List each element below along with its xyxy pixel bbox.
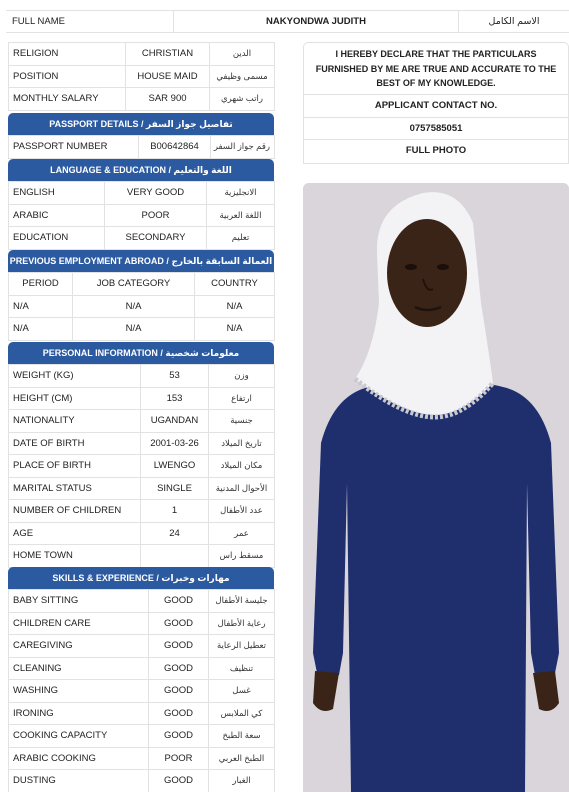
row-value: HOUSE MAID	[126, 65, 210, 88]
employment-table	[8, 272, 275, 341]
row-label: ARABIC COOKING	[9, 747, 149, 770]
row-label-ar: الأحوال المدنية	[209, 477, 275, 500]
row-value: LWENGO	[141, 455, 209, 478]
table-row	[9, 365, 275, 388]
table-row	[9, 318, 275, 341]
row-label-ar: وزن	[209, 365, 275, 388]
table-cell: N/A	[73, 295, 195, 318]
row-label: HEIGHT (CM)	[9, 387, 141, 410]
contact-label: APPLICANT CONTACT NO.	[304, 95, 568, 118]
table-row	[9, 725, 275, 748]
row-label-ar: اللغة العربية	[207, 204, 275, 227]
table-row	[9, 612, 275, 635]
skills-table	[8, 589, 275, 792]
basic-info-table	[8, 42, 275, 111]
column-header: COUNTRY	[195, 273, 275, 296]
table-row	[9, 477, 275, 500]
row-label: MONTHLY SALARY	[9, 88, 126, 111]
row-label: COOKING CAPACITY	[9, 725, 149, 748]
table-row	[9, 747, 275, 770]
row-value: GOOD	[149, 680, 209, 703]
language-section	[8, 159, 274, 250]
row-label: PLACE OF BIRTH	[9, 455, 141, 478]
table-row	[9, 65, 275, 88]
table-row	[9, 500, 275, 523]
table-row	[9, 295, 275, 318]
row-label: ENGLISH	[9, 182, 105, 205]
row-value: GOOD	[149, 635, 209, 658]
table-row	[9, 387, 275, 410]
row-label: RELIGION	[9, 43, 126, 66]
table-row	[9, 522, 275, 545]
row-label: WASHING	[9, 680, 149, 703]
row-label-ar: الغبار	[209, 770, 275, 792]
skills-section	[8, 567, 274, 792]
passport-label-ar: رقم جواز السفر	[211, 136, 275, 159]
row-value: 53	[141, 365, 209, 388]
full-name-label: FULL NAME	[6, 11, 174, 32]
table-cell: N/A	[195, 318, 275, 341]
full-name-value: NAKYONDWA JUDITH	[174, 11, 459, 32]
passport-table	[8, 135, 275, 159]
row-value: 153	[141, 387, 209, 410]
row-value	[141, 545, 209, 568]
employment-header: PREVIOUS EMPLOYMENT ABROAD / العمالة السابقة بالخارج	[8, 250, 274, 272]
table-row	[9, 680, 275, 703]
table-row	[9, 43, 275, 66]
column-header: PERIOD	[9, 273, 73, 296]
declaration-text: I HEREBY DECLARE THAT THE PARTICULARS FURNISHED BY ME ARE TRUE AND ACCURATE TO THE BEST OF MY KNOWLEDGE.	[304, 43, 568, 95]
column-header: JOB CATEGORY	[73, 273, 195, 296]
passport-value: B00642864	[139, 136, 211, 159]
row-label-ar: تعليم	[207, 227, 275, 250]
row-label-ar: سعة الطبخ	[209, 725, 275, 748]
row-label-ar: عدد الأطفال	[209, 500, 275, 523]
row-label: HOME TOWN	[9, 545, 141, 568]
row-value: POOR	[149, 747, 209, 770]
row-label: AGE	[9, 522, 141, 545]
row-label-ar: ارتفاع	[209, 387, 275, 410]
row-value: 24	[141, 522, 209, 545]
row-label: BABY SITTING	[9, 590, 149, 613]
table-row	[9, 204, 275, 227]
row-value: POOR	[105, 204, 207, 227]
table-row	[9, 635, 275, 658]
full-name-row	[6, 10, 569, 33]
applicant-photo-illustration	[303, 183, 569, 792]
row-label: WEIGHT (KG)	[9, 365, 141, 388]
row-label-ar: تاريخ الميلاد	[209, 432, 275, 455]
row-value: GOOD	[149, 590, 209, 613]
row-label: MARITAL STATUS	[9, 477, 141, 500]
declaration-box	[303, 42, 569, 164]
table-row	[9, 182, 275, 205]
row-value: SECONDARY	[105, 227, 207, 250]
row-label-ar: تنظيف	[209, 657, 275, 680]
table-row	[9, 545, 275, 568]
row-label: DATE OF BIRTH	[9, 432, 141, 455]
row-label-ar: الانجليزية	[207, 182, 275, 205]
full-name-label-ar: الاسم الكامل	[488, 16, 540, 27]
table-row	[9, 432, 275, 455]
row-label-ar: رعاية الأطفال	[209, 612, 275, 635]
skills-header: SKILLS & EXPERIENCE / مهارات وخبرات	[8, 567, 274, 589]
table-row	[9, 88, 275, 111]
row-label-ar: راتب شهري	[210, 88, 275, 111]
row-value: SAR 900	[126, 88, 210, 111]
table-header-row	[9, 273, 275, 296]
row-label-ar: مكان الميلاد	[209, 455, 275, 478]
row-value: SINGLE	[141, 477, 209, 500]
row-label: CAREGIVING	[9, 635, 149, 658]
row-label-ar: جليسة الأطفال	[209, 590, 275, 613]
row-label: EDUCATION	[9, 227, 105, 250]
contact-value: 0757585051	[304, 118, 568, 141]
row-value: GOOD	[149, 725, 209, 748]
table-row	[9, 770, 275, 792]
row-value: 2001-03-26	[141, 432, 209, 455]
table-cell: N/A	[73, 318, 195, 341]
row-label-ar: غسل	[209, 680, 275, 703]
employment-section	[8, 250, 274, 341]
row-label: CHILDREN CARE	[9, 612, 149, 635]
row-label: CLEANING	[9, 657, 149, 680]
applicant-photo	[303, 183, 569, 792]
table-cell: N/A	[9, 295, 73, 318]
passport-header: PASSPORT DETAILS / تفاصيل جواز السفر	[8, 113, 274, 135]
personal-header: PERSONAL INFORMATION / معلومات شخصية	[8, 342, 274, 364]
row-label-ar: كي الملابس	[209, 702, 275, 725]
row-value: GOOD	[149, 702, 209, 725]
row-label-ar: مسقط راس	[209, 545, 275, 568]
row-label: DUSTING	[9, 770, 149, 792]
table-row	[9, 657, 275, 680]
passport-section	[8, 113, 274, 159]
language-header: LANGUAGE & EDUCATION / اللغة والتعليم	[8, 159, 274, 181]
row-value: UGANDAN	[141, 410, 209, 433]
row-label: NUMBER OF CHILDREN	[9, 500, 141, 523]
row-label-ar: الدين	[210, 43, 275, 66]
basic-info-section	[8, 42, 274, 111]
row-value: CHRISTIAN	[126, 43, 210, 66]
row-label-ar: الطبخ العربي	[209, 747, 275, 770]
table-row	[9, 455, 275, 478]
row-value: VERY GOOD	[105, 182, 207, 205]
row-value: 1	[141, 500, 209, 523]
personal-table	[8, 364, 275, 568]
table-row	[9, 410, 275, 433]
table-cell: N/A	[195, 295, 275, 318]
table-row	[9, 590, 275, 613]
row-label: POSITION	[9, 65, 126, 88]
table-row	[9, 136, 275, 159]
row-label-ar: تعطيل الرعاية	[209, 635, 275, 658]
row-label: IRONING	[9, 702, 149, 725]
row-label-ar: عمر	[209, 522, 275, 545]
row-label: ARABIC	[9, 204, 105, 227]
row-value: GOOD	[149, 657, 209, 680]
row-label: NATIONALITY	[9, 410, 141, 433]
language-table	[8, 181, 275, 250]
row-value: GOOD	[149, 612, 209, 635]
personal-section	[8, 342, 274, 568]
table-row	[9, 702, 275, 725]
passport-label: PASSPORT NUMBER	[9, 136, 139, 159]
row-value: GOOD	[149, 770, 209, 792]
row-label-ar: مسمى وظيفي	[210, 65, 275, 88]
table-cell: N/A	[9, 318, 73, 341]
row-label-ar: جنسية	[209, 410, 275, 433]
photo-label: FULL PHOTO	[405, 145, 467, 156]
table-row	[9, 227, 275, 250]
